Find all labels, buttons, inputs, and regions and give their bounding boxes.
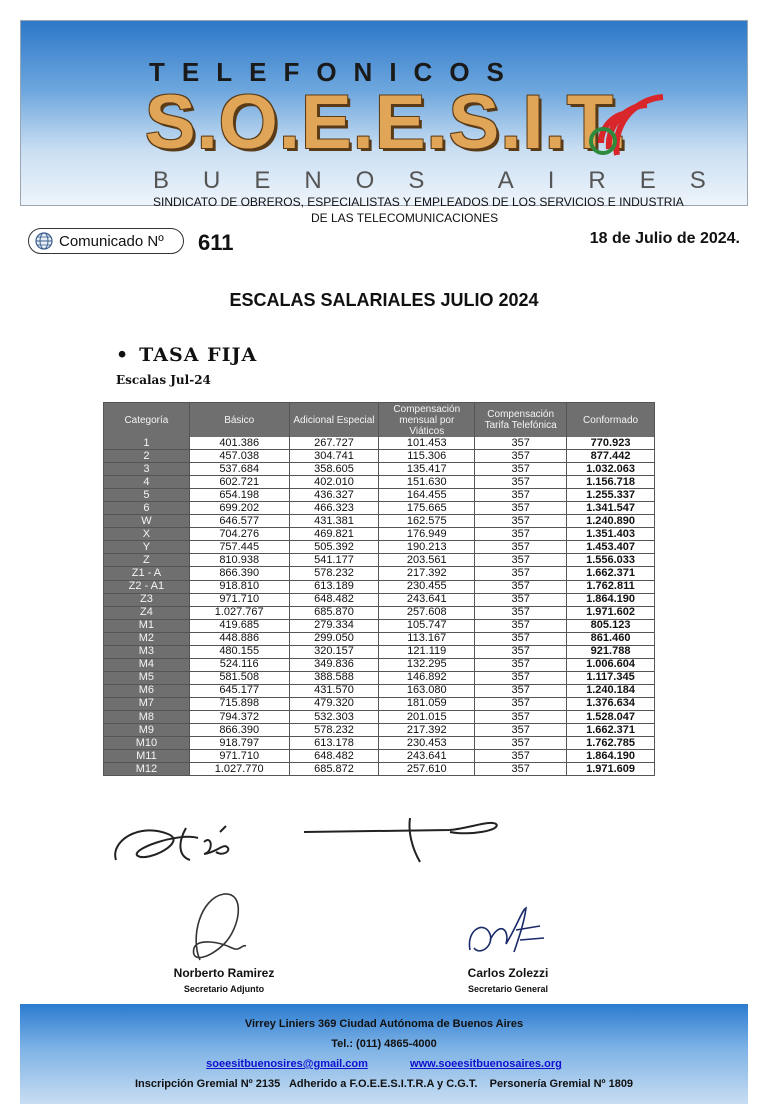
table-row [104,476,655,489]
conformado-cell: 921.788 [567,645,655,658]
value-cell: 105.747 [379,619,475,632]
value-cell: 357 [475,593,567,606]
table-row [104,437,655,450]
value-cell: 115.306 [379,450,475,463]
category-cell: 6 [104,502,190,515]
section-heading [116,344,257,366]
value-cell: 699.202 [189,502,289,515]
table-header: Conformado [567,403,655,438]
value-cell: 164.455 [379,489,475,502]
table-row [104,632,655,645]
value-cell: 402.010 [289,476,379,489]
table-row [104,763,655,776]
value-cell: 971.710 [189,750,289,763]
value-cell: 469.821 [289,528,379,541]
value-cell: 357 [475,750,567,763]
value-cell: 217.392 [379,567,475,580]
header-top-word: TELEFONICOS [149,57,521,87]
conformado-cell: 1.762.811 [567,580,655,593]
category-cell: M9 [104,724,190,737]
footer-website-link[interactable]: www.soeesitbuenosaires.org [410,1058,562,1070]
value-cell: 357 [475,697,567,710]
value-cell: 810.938 [189,554,289,567]
value-cell: 866.390 [189,724,289,737]
value-cell: 479.320 [289,697,379,710]
category-cell: W [104,515,190,528]
category-cell: M11 [104,750,190,763]
value-cell: 357 [475,645,567,658]
value-cell: 357 [475,763,567,776]
value-cell: 132.295 [379,658,475,671]
value-cell: 431.381 [289,515,379,528]
section-heading-text: TASA FIJA [139,344,258,366]
value-cell: 794.372 [189,710,289,723]
conformado-cell: 877.442 [567,450,655,463]
value-cell: 357 [475,710,567,723]
value-cell: 436.327 [289,489,379,502]
conformado-cell: 1.662.371 [567,567,655,580]
value-cell: 175.665 [379,502,475,515]
value-cell: 581.508 [189,671,289,684]
signature-2 [300,808,510,868]
conformado-cell: 1.240.890 [567,515,655,528]
conformado-cell: 1.528.047 [567,710,655,723]
footer-email-link[interactable]: soeesitbuenosires@gmail.com [206,1058,368,1070]
value-cell: 715.898 [189,697,289,710]
value-cell: 146.892 [379,671,475,684]
value-cell: 257.610 [379,763,475,776]
table-row [104,515,655,528]
section-subheading: Escalas Jul-24 [116,373,211,387]
document-title: ESCALAS SALARIALES JULIO 2024 [229,290,539,310]
conformado-cell: 1.240.184 [567,684,655,697]
category-cell: M4 [104,658,190,671]
value-cell: 230.455 [379,580,475,593]
value-cell: 181.059 [379,697,475,710]
conformado-cell: 805.123 [567,619,655,632]
value-cell: 357 [475,658,567,671]
conformado-cell: 770.923 [567,437,655,450]
value-cell: 431.570 [289,684,379,697]
category-cell: Z3 [104,593,190,606]
conformado-cell: 1.032.063 [567,463,655,476]
conformado-cell: 1.453.407 [567,541,655,554]
value-cell: 357 [475,619,567,632]
header-banner [20,20,748,225]
footer-registration: Inscripción Gremial Nº 2135 Adherido a F.O.E.E.S.I.T.R.A y C.G.T. Personería Gremial Nº 1809 [134,1078,634,1090]
value-cell: 135.417 [379,463,475,476]
value-cell: 357 [475,450,567,463]
table-header-row [104,403,655,438]
salary-table-body [104,437,655,776]
table-header: Compensación mensual por Viáticos [379,403,475,438]
table-row [104,658,655,671]
signatory-role: Secretario General [467,984,549,994]
value-cell: 480.155 [189,645,289,658]
table-header: Adicional Especial [289,403,379,438]
value-cell: 918.797 [189,737,289,750]
salary-table [103,402,655,776]
conformado-cell: 1.006.604 [567,658,655,671]
value-cell: 578.232 [289,567,379,580]
signature-1 [108,812,268,872]
table-row [104,671,655,684]
category-cell: Y [104,541,190,554]
header-bottom-word: BUENOS AIRES [153,167,740,194]
value-cell: 217.392 [379,724,475,737]
table-row [104,541,655,554]
conformado-cell: 1.662.371 [567,724,655,737]
footer-address: Virrey Liniers 369 Ciudad Autónoma de Buenos Aires [244,1018,524,1030]
value-cell: 121.119 [379,645,475,658]
value-cell: 357 [475,502,567,515]
category-cell: 4 [104,476,190,489]
conformado-cell: 1.341.547 [567,502,655,515]
conformado-cell: 1.117.345 [567,671,655,684]
value-cell: 357 [475,632,567,645]
conformado-cell: 1.351.403 [567,528,655,541]
signatory-role: Secretario Adjunto [183,984,265,994]
value-cell: 357 [475,541,567,554]
category-cell: Z1 - A [104,567,190,580]
value-cell: 357 [475,554,567,567]
category-cell: 2 [104,450,190,463]
value-cell: 685.872 [289,763,379,776]
value-cell: 357 [475,489,567,502]
value-cell: 357 [475,528,567,541]
value-cell: 357 [475,606,567,619]
category-cell: M2 [104,632,190,645]
table-row [104,684,655,697]
table-row [104,724,655,737]
table-row [104,593,655,606]
category-cell: 3 [104,463,190,476]
category-cell: M8 [104,710,190,723]
conformado-cell: 1.762.785 [567,737,655,750]
table-header: Básico [189,403,289,438]
value-cell: 971.710 [189,593,289,606]
value-cell: 645.177 [189,684,289,697]
value-cell: 257.608 [379,606,475,619]
value-cell: 505.392 [289,541,379,554]
value-cell: 457.038 [189,450,289,463]
signal-waves-icon [581,83,681,163]
footer-contact-links [20,1058,748,1070]
category-cell: M6 [104,684,190,697]
value-cell: 357 [475,737,567,750]
value-cell: 866.390 [189,567,289,580]
category-cell: M3 [104,645,190,658]
value-cell: 357 [475,463,567,476]
table-row [104,737,655,750]
conformado-cell: 1.864.190 [567,593,655,606]
value-cell: 243.641 [379,750,475,763]
category-cell: M1 [104,619,190,632]
table-row [104,528,655,541]
signature-zolezzi [460,900,550,970]
value-cell: 419.685 [189,619,289,632]
value-cell: 357 [475,437,567,450]
value-cell: 201.015 [379,710,475,723]
category-cell: Z4 [104,606,190,619]
value-cell: 685.870 [289,606,379,619]
value-cell: 541.177 [289,554,379,567]
footer [20,1004,748,1104]
conformado-cell: 1.255.337 [567,489,655,502]
value-cell: 602.721 [189,476,289,489]
category-cell: Z2 - A1 [104,580,190,593]
value-cell: 532.303 [289,710,379,723]
table-row [104,567,655,580]
value-cell: 349.836 [289,658,379,671]
value-cell: 448.886 [189,632,289,645]
value-cell: 357 [475,684,567,697]
table-row [104,463,655,476]
table-row [104,697,655,710]
signature-ramirez [180,888,260,968]
category-cell: 1 [104,437,190,450]
table-row [104,489,655,502]
category-cell: Z [104,554,190,567]
signatory-name: Carlos Zolezzi [467,966,549,980]
value-cell: 113.167 [379,632,475,645]
value-cell: 151.630 [379,476,475,489]
value-cell: 357 [475,476,567,489]
value-cell: 279.334 [289,619,379,632]
value-cell: 357 [475,724,567,737]
table-row [104,450,655,463]
conformado-cell: 1.864.190 [567,750,655,763]
header-subtitle-1: SINDICATO DE OBREROS, ESPECIALISTAS Y EMPLEADOS DE LOS SERVICIOS E INDUSTRIA [153,195,684,209]
value-cell: 243.641 [379,593,475,606]
value-cell: 918.810 [189,580,289,593]
union-logo-text: S.O.E.E.S.I.T. [145,80,628,165]
value-cell: 757.445 [189,541,289,554]
category-cell: M5 [104,671,190,684]
conformado-cell: 1.556.033 [567,554,655,567]
value-cell: 401.386 [189,437,289,450]
category-cell: 5 [104,489,190,502]
value-cell: 648.482 [289,750,379,763]
value-cell: 320.157 [289,645,379,658]
footer-phone: Tel.: (011) 4865-4000 [331,1038,437,1050]
value-cell: 163.080 [379,684,475,697]
communique-badge [28,228,184,254]
value-cell: 190.213 [379,541,475,554]
table-row [104,502,655,515]
value-cell: 1.027.767 [189,606,289,619]
value-cell: 704.276 [189,528,289,541]
conformado-cell: 1.156.718 [567,476,655,489]
value-cell: 101.453 [379,437,475,450]
value-cell: 466.323 [289,502,379,515]
value-cell: 357 [475,515,567,528]
value-cell: 654.198 [189,489,289,502]
value-cell: 176.949 [379,528,475,541]
table-row [104,619,655,632]
value-cell: 388.588 [289,671,379,684]
value-cell: 358.605 [289,463,379,476]
communique-number: 611 [198,230,234,255]
value-cell: 648.482 [289,593,379,606]
category-cell: M10 [104,737,190,750]
table-row [104,580,655,593]
value-cell: 524.116 [189,658,289,671]
value-cell: 299.050 [289,632,379,645]
value-cell: 613.178 [289,737,379,750]
value-cell: 162.575 [379,515,475,528]
value-cell: 230.453 [379,737,475,750]
table-row [104,750,655,763]
value-cell: 578.232 [289,724,379,737]
conformado-cell: 1.971.609 [567,763,655,776]
globe-icon [35,232,53,250]
conformado-cell: 861.460 [567,632,655,645]
category-cell: M7 [104,697,190,710]
table-row [104,554,655,567]
table-header: Categoría [104,403,190,438]
value-cell: 537.684 [189,463,289,476]
bullet-icon: • [116,344,130,366]
signatory-name: Norberto Ramirez [173,966,275,980]
category-cell: M12 [104,763,190,776]
value-cell: 357 [475,671,567,684]
communique-date: 18 de Julio de 2024. [589,230,740,247]
table-header: Compensación Tarifa Telefónica [475,403,567,438]
value-cell: 304.741 [289,450,379,463]
value-cell: 203.561 [379,554,475,567]
value-cell: 646.577 [189,515,289,528]
value-cell: 613.189 [289,580,379,593]
communique-label: Comunicado Nº [59,232,164,250]
value-cell: 357 [475,580,567,593]
table-row [104,645,655,658]
value-cell: 267.727 [289,437,379,450]
conformado-cell: 1.971.602 [567,606,655,619]
header-subtitle-2: DE LAS TELECOMUNICACIONES [311,211,499,225]
conformado-cell: 1.376.634 [567,697,655,710]
category-cell: X [104,528,190,541]
table-row [104,710,655,723]
value-cell: 357 [475,567,567,580]
value-cell: 1.027.770 [189,763,289,776]
table-row [104,606,655,619]
